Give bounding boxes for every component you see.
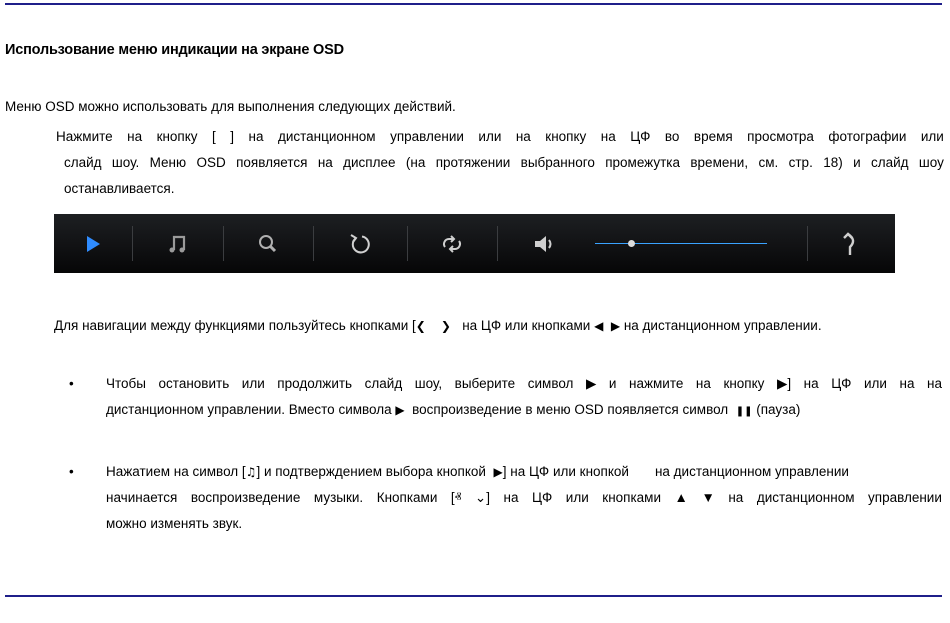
volume-slider-knob[interactable] bbox=[628, 240, 635, 247]
bullet2-line-1 bbox=[106, 459, 942, 485]
bullet2-text-d: на дистанционном управлении bbox=[654, 464, 849, 479]
zoom-icon bbox=[257, 233, 279, 255]
word: ⌄] bbox=[474, 490, 490, 505]
volume-icon bbox=[533, 234, 557, 254]
bullet-dot: • bbox=[69, 376, 74, 391]
word: на bbox=[927, 376, 942, 391]
word: Кнопками bbox=[376, 490, 438, 505]
bullet2-line-2 bbox=[106, 485, 942, 511]
osd-repeat-button[interactable] bbox=[407, 214, 497, 273]
word: ▼ bbox=[701, 490, 715, 505]
word: на bbox=[127, 129, 143, 144]
bullet1-line-1 bbox=[106, 371, 942, 397]
word: или bbox=[565, 490, 589, 505]
word: во bbox=[664, 129, 680, 144]
play-icon bbox=[84, 235, 102, 253]
bullet-music bbox=[69, 459, 942, 537]
triangle-right-icon: ▶ bbox=[610, 319, 621, 333]
volume-slider[interactable] bbox=[595, 238, 767, 250]
word: кнопку bbox=[156, 129, 198, 144]
bullet2-text-b: ] и подтверждением выбора кнопкой bbox=[256, 464, 486, 479]
back-arrow-icon bbox=[841, 231, 861, 257]
word: [ bbox=[212, 129, 216, 144]
intro-text: Меню OSD можно использовать для выполнения следующих действий. bbox=[5, 99, 456, 114]
word: воспроизведение bbox=[190, 490, 301, 505]
word: дистанционном bbox=[277, 129, 376, 144]
music-note-symbol-icon: ♫ bbox=[245, 465, 257, 479]
word: ▲ bbox=[674, 490, 688, 505]
word: ] bbox=[230, 129, 235, 144]
word: промежутка bbox=[605, 155, 681, 170]
word: или bbox=[920, 129, 944, 144]
osd-menu-bar bbox=[54, 214, 895, 273]
bullet2-text-c: ] на ЦФ или кнопкой bbox=[502, 464, 629, 479]
word: (на bbox=[405, 155, 426, 170]
word: выбранного bbox=[520, 155, 595, 170]
left-chevron-icon: ❮ bbox=[415, 319, 426, 333]
word: на bbox=[317, 155, 333, 170]
word: и bbox=[853, 155, 861, 170]
word: кнопками bbox=[602, 490, 661, 505]
music-note-icon bbox=[167, 233, 189, 255]
word: музыки. bbox=[313, 490, 364, 505]
word: Нажмите bbox=[56, 129, 113, 144]
osd-music-button[interactable] bbox=[132, 214, 223, 273]
word: на bbox=[728, 490, 744, 505]
rotate-icon bbox=[348, 232, 372, 256]
word: [ⱏ bbox=[450, 490, 462, 505]
word: слайд bbox=[364, 376, 403, 391]
word: нажмите bbox=[629, 376, 684, 391]
bullet-slideshow bbox=[69, 371, 942, 425]
word: дисплее bbox=[343, 155, 396, 170]
word: или bbox=[863, 376, 887, 391]
word: появляется bbox=[236, 155, 308, 170]
word: или bbox=[478, 129, 502, 144]
word: управлении bbox=[390, 129, 464, 144]
play-symbol-icon: ▶ bbox=[395, 403, 405, 417]
bullet1-text-b: воспроизведение в меню OSD появляется символ bbox=[412, 402, 729, 417]
bullet2-line-3: можно изменять звук. bbox=[106, 516, 243, 531]
nav-text-1: Для навигации между функциями пользуйтесь кнопками [ bbox=[54, 318, 416, 333]
word: выберите bbox=[454, 376, 516, 391]
word: или bbox=[241, 376, 265, 391]
word: слайд bbox=[64, 155, 102, 170]
word: и bbox=[608, 376, 617, 391]
word: остановить bbox=[158, 376, 230, 391]
nav-text-3: на дистанционном управлении. bbox=[623, 318, 822, 333]
word: кнопку bbox=[723, 376, 765, 391]
word: на bbox=[803, 376, 819, 391]
word: OSD bbox=[196, 155, 226, 170]
word: управлении bbox=[868, 490, 942, 505]
word: протяжении bbox=[435, 155, 511, 170]
bullet-dot: • bbox=[69, 464, 74, 479]
osd-play-button[interactable] bbox=[54, 214, 132, 273]
play-symbol-icon: ▶ bbox=[493, 465, 503, 479]
word: стр. bbox=[788, 155, 813, 170]
word: на bbox=[899, 376, 915, 391]
word: на bbox=[503, 490, 519, 505]
word: на bbox=[248, 129, 264, 144]
bullet1-text-c: (пауза) bbox=[756, 402, 801, 417]
word: Чтобы bbox=[106, 376, 146, 391]
bullet1-line-2 bbox=[106, 397, 942, 425]
word: Меню bbox=[149, 155, 187, 170]
nav-text-2: на ЦФ или кнопками bbox=[462, 318, 591, 333]
word: времени, bbox=[690, 155, 749, 170]
word: просмотра bbox=[747, 129, 814, 144]
word: фотографии bbox=[828, 129, 907, 144]
instruction-paragraph bbox=[56, 124, 944, 202]
bottom-rule bbox=[5, 595, 942, 597]
word: см. bbox=[758, 155, 779, 170]
paragraph-line-1 bbox=[56, 124, 944, 150]
word: продолжить bbox=[277, 376, 353, 391]
section-heading: Использование меню индикации на экране OSD bbox=[5, 42, 344, 58]
word: на bbox=[600, 129, 616, 144]
word: на bbox=[515, 129, 531, 144]
right-chevron-icon: ❯ bbox=[440, 319, 451, 333]
word: шоу. bbox=[111, 155, 140, 170]
paragraph-line-2 bbox=[56, 150, 944, 176]
bullet1-text-a: дистанционном управлении. Вместо символа bbox=[106, 402, 392, 417]
word: начинается bbox=[106, 490, 178, 505]
osd-volume-control[interactable] bbox=[497, 214, 807, 273]
word: символ bbox=[527, 376, 574, 391]
top-rule bbox=[5, 3, 942, 5]
bullet2-text-a: Нажатием на символ [ bbox=[106, 464, 246, 479]
word: кнопку bbox=[545, 129, 587, 144]
word: ▶] bbox=[776, 376, 792, 391]
word: слайд bbox=[870, 155, 909, 170]
osd-rotate-button[interactable] bbox=[313, 214, 407, 273]
word: ЦФ bbox=[532, 490, 553, 505]
word: ▶ bbox=[585, 376, 597, 391]
word: ЦФ bbox=[831, 376, 852, 391]
triangle-left-icon: ◀ bbox=[594, 319, 604, 333]
pause-symbol-icon: ❚❚ bbox=[735, 406, 753, 417]
paragraph-line-3: останавливается. bbox=[64, 181, 175, 196]
navigation-instruction bbox=[54, 318, 822, 333]
word: 18) bbox=[823, 155, 843, 170]
word: ЦФ bbox=[630, 129, 651, 144]
osd-zoom-button[interactable] bbox=[223, 214, 313, 273]
word: на bbox=[695, 376, 711, 391]
word: дистанционном bbox=[756, 490, 855, 505]
repeat-icon bbox=[439, 234, 465, 254]
volume-slider-track bbox=[595, 243, 767, 244]
word: время bbox=[693, 129, 733, 144]
word: шоу, bbox=[414, 376, 443, 391]
word: шоу bbox=[918, 155, 944, 170]
osd-back-button[interactable] bbox=[807, 214, 895, 273]
